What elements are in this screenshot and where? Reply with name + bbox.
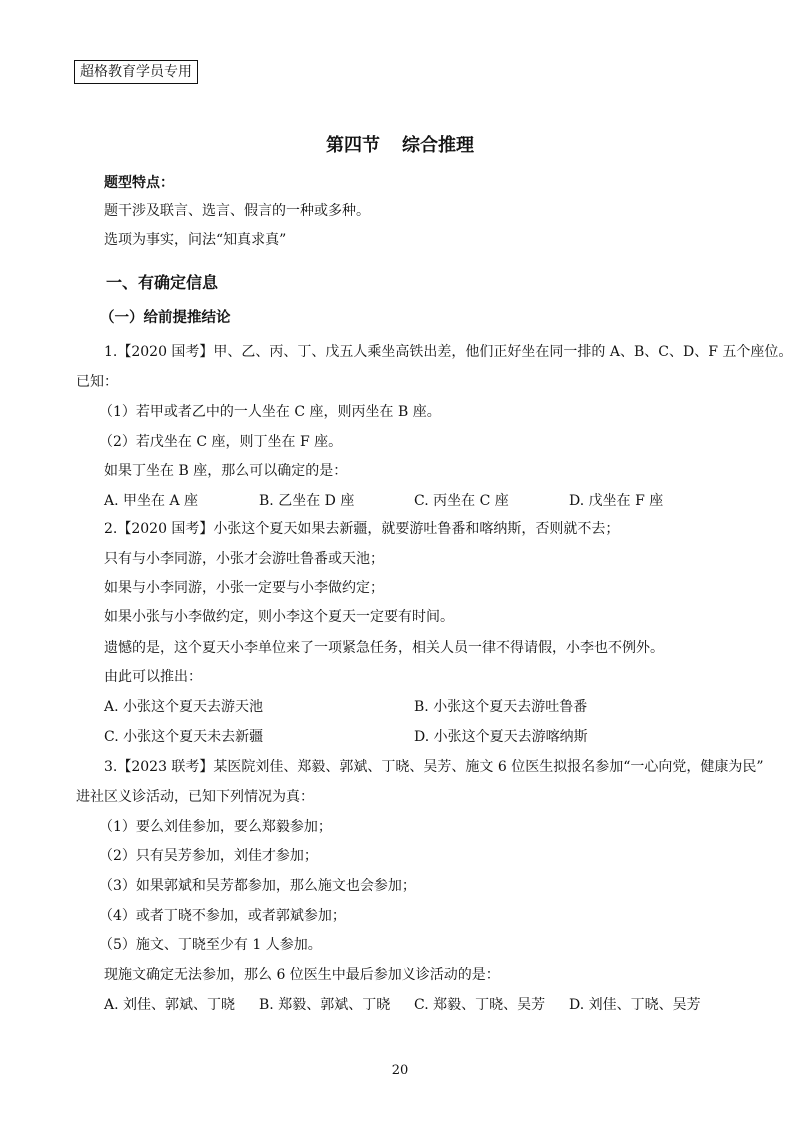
q1-condition-2: （2）若戊坐在 C 座，则丁坐在 F 座。 — [99, 434, 343, 450]
q3-question: 现施文确定无法参加，那么 6 位医生中最后参加义诊活动的是： — [104, 967, 500, 983]
q2-option-d: D. 小张这个夏天去游喀纳斯 — [414, 729, 588, 745]
q3-stem: 3.【2023 联考】某医院刘佳、郑毅、郭斌、丁晓、吴芳、施文 6 位医生拟报名参加“一心向党，健康为民” — [104, 759, 764, 775]
section-title-topic: 综合推理 — [402, 135, 474, 156]
q3-condition-3: （3）如果郭斌和吴芳都参加，那么施文也会参加； — [99, 878, 416, 894]
q3-condition-5: （5）施文、丁晓至少有 1 人参加。 — [99, 937, 322, 953]
q1-stem-continued: 已知： — [76, 374, 118, 390]
q1-option-c: C. 丙坐在 C 座 — [414, 493, 509, 509]
q3-option-b: B. 郑毅、郭斌、丁晓 — [259, 997, 391, 1013]
q2-option-a: A. 小张这个夏天去游天池 — [104, 699, 264, 715]
section-title-number: 第四节 — [326, 135, 380, 156]
section-title — [0, 131, 800, 157]
q2-option-c: C. 小张这个夏天未去新疆 — [104, 729, 264, 745]
q3-condition-4: （4）或者丁晓不参加，或者郭斌参加； — [99, 908, 346, 924]
q1-question: 如果丁坐在 B 座，那么可以确定的是： — [104, 463, 348, 479]
heading-level-2: （一）给前提推结论 — [100, 310, 231, 326]
features-label: 题型特点： — [104, 175, 174, 191]
q3-option-d: D. 刘佳、丁晓、吴芳 — [569, 997, 701, 1013]
q1-option-a: A. 甲坐在 A 座 — [104, 493, 199, 509]
q2-line-2: 如果与小李同游，小张一定要与小李做约定； — [104, 580, 384, 596]
q3-condition-2: （2）只有吴芳参加，刘佳才参加； — [99, 848, 318, 864]
features-line-1: 题干涉及联言、选言、假言的一种或多种。 — [104, 203, 370, 219]
q3-stem-continued: 进社区义诊活动，已知下列情况为真： — [76, 789, 314, 805]
heading-level-1: 一、有确定信息 — [106, 273, 219, 292]
q2-question: 由此可以推出： — [104, 669, 202, 685]
q2-line-1: 只有与小李同游，小张才会游吐鲁番或天池； — [104, 551, 384, 567]
student-only-stamp: 超格教育学员专用 — [74, 60, 198, 84]
q3-option-c: C. 郑毅、丁晓、吴芳 — [414, 997, 546, 1013]
q1-stem: 1.【2020 国考】甲、乙、丙、丁、戊五人乘坐高铁出差，他们正好坐在同一排的 A、B、C、D、F 五个座位。 — [104, 344, 793, 360]
q2-line-3: 如果小张与小李做约定，则小李这个夏天一定要有时间。 — [104, 609, 454, 625]
q2-line-4: 遗憾的是，这个夏天小李单位来了一项紧急任务，相关人员一律不得请假，小李也不例外。 — [104, 640, 664, 656]
q1-condition-1: （1）若甲或者乙中的一人坐在 C 座，则丙坐在 B 座。 — [99, 404, 441, 420]
q1-option-b: B. 乙坐在 D 座 — [259, 493, 355, 509]
q2-option-b: B. 小张这个夏天去游吐鲁番 — [414, 699, 588, 715]
q3-option-a: A. 刘佳、郭斌、丁晓 — [104, 997, 236, 1013]
features-line-2: 选项为事实，问法“知真求真” — [104, 232, 287, 248]
page-number: 20 — [391, 1063, 409, 1078]
q3-condition-1: （1）要么刘佳参加，要么郑毅参加； — [99, 819, 332, 835]
q1-option-d: D. 戊坐在 F 座 — [569, 493, 664, 509]
q2-stem: 2.【2020 国考】小张这个夏天如果去新疆，就要游吐鲁番和喀纳斯，否则就不去； — [104, 521, 620, 537]
